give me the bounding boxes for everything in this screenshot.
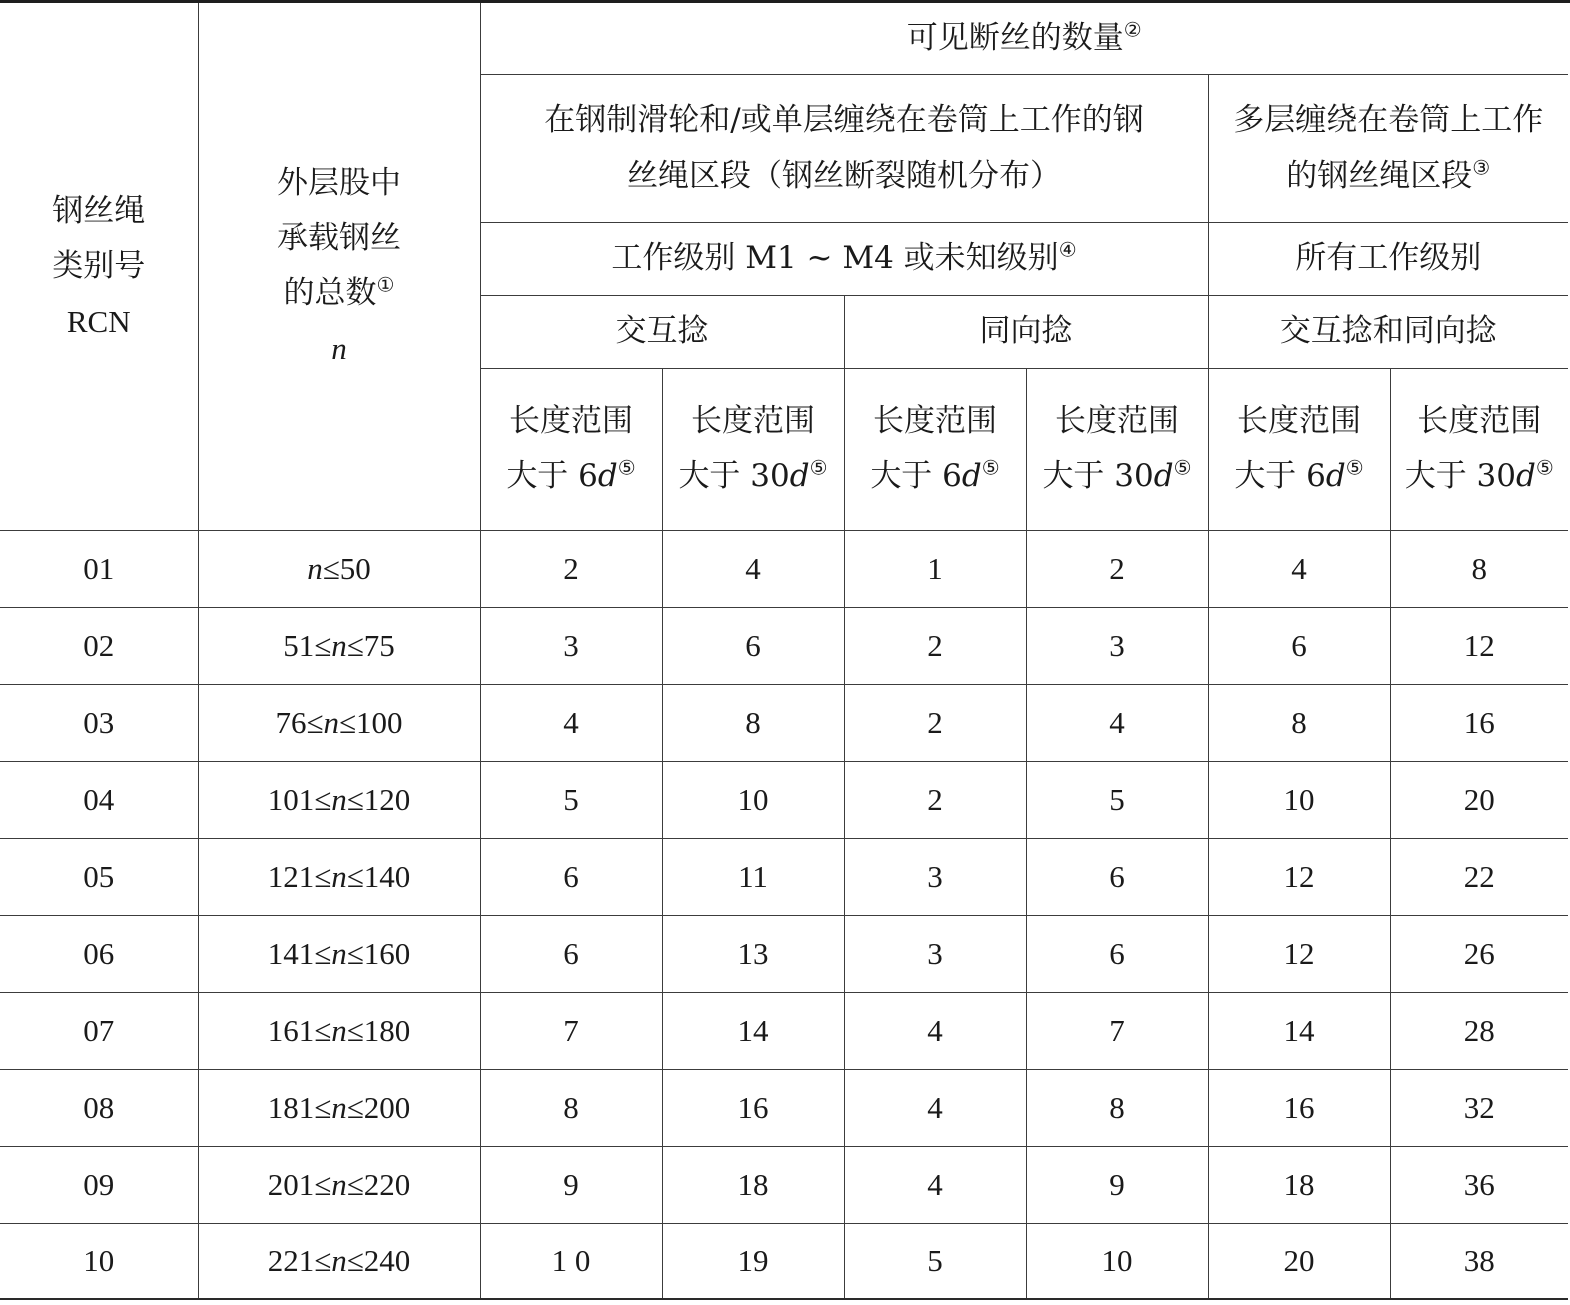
break-count-cell: 18 [1208,1146,1390,1223]
break-count-cell: 8 [1390,530,1568,607]
table-row [0,1069,1568,1146]
n-range-pre: 76≤ [275,704,324,740]
break-count-cell: 2 [844,684,1026,761]
n-range-cell [198,1069,480,1146]
len-prefix: 大于 30 [1404,458,1517,494]
len-d: d [789,458,810,494]
table-row [0,530,1568,607]
len-d: d [961,458,982,494]
len-label: 长度范围 [509,403,633,439]
break-count-cell: 7 [480,992,662,1069]
len-d: d [597,458,618,494]
visible-breaks-note: ② [1123,17,1142,42]
n-range-pre: 161≤ [267,1012,332,1048]
break-count-cell: 3 [844,838,1026,915]
len-30d-value [1391,449,1569,504]
len-prefix: 大于 6 [506,458,598,494]
break-count-cell: 36 [1390,1146,1568,1223]
table-row [0,1223,1568,1299]
n-range-cell [198,992,480,1069]
n-range-pre: 121≤ [267,858,332,894]
len-label: 长度范围 [873,403,997,439]
break-count-cell: 2 [844,761,1026,838]
class-b-header: 所有工作级别 [1208,222,1568,295]
table-row [0,838,1568,915]
class-a-note: ④ [1058,237,1077,262]
break-count-cell: 8 [1026,1069,1208,1146]
rcn-header [0,3,198,530]
len-note: ⑤ [1345,455,1364,480]
rcn-header-line-3: RCN [66,303,131,339]
len-label: 长度范围 [691,403,815,439]
break-count-cell: 16 [662,1069,844,1146]
rcn-cell: 08 [0,1069,198,1146]
break-count-cell: 10 [662,761,844,838]
break-count-cell: 6 [1026,838,1208,915]
n-header [198,3,480,530]
group-b-header [1208,74,1568,222]
break-count-cell: 1 [844,530,1026,607]
visible-breaks-header [480,3,1568,74]
break-count-cell: 7 [1026,992,1208,1069]
rcn-cell: 10 [0,1223,198,1299]
break-count-cell: 38 [1390,1223,1568,1299]
break-count-cell: 14 [662,992,844,1069]
n-range-sym: n [331,1166,347,1202]
n-range-sym: n [331,858,347,894]
n-range-sym: n [331,781,347,817]
group-b-note: ③ [1472,155,1491,180]
break-count-cell: 4 [1026,684,1208,761]
n-range-post: ≤200 [346,1089,411,1125]
group-a-header [480,74,1208,222]
len-label: 长度范围 [1417,403,1542,439]
n-range-post: ≤160 [346,935,411,971]
len-6d-value [481,449,662,504]
break-count-cell: 14 [1208,992,1390,1069]
break-count-cell: 4 [662,530,844,607]
class-a-text: 工作级别 M1 ~ M4 或未知级别 [611,239,1059,276]
rcn-header-line-1: 钢丝绳 [52,192,146,229]
rcn-header-line-2: 类别号 [52,247,146,284]
len-header-30d [662,368,844,530]
len-header-30d [1026,368,1208,530]
break-count-cell: 6 [1026,915,1208,992]
rcn-cell: 03 [0,684,198,761]
n-range-post: ≤140 [346,858,411,894]
len-prefix: 大于 30 [1042,458,1154,494]
rcn-cell: 01 [0,530,198,607]
break-count-cell: 2 [844,607,1026,684]
wire-break-table [0,3,1568,1300]
lay-cross-header: 交互捻 [480,295,844,368]
rcn-cell: 06 [0,915,198,992]
n-range-sym: n [331,627,347,663]
break-count-cell: 5 [1026,761,1208,838]
break-count-cell: 28 [1390,992,1568,1069]
len-note: ⑤ [1173,455,1192,480]
len-d: d [1325,458,1346,494]
len-header-6d [844,368,1026,530]
len-30d-value [1027,449,1208,504]
break-count-cell: 1 0 [480,1223,662,1299]
break-count-cell: 13 [662,915,844,992]
break-count-cell: 4 [1208,530,1390,607]
break-count-cell: 32 [1390,1069,1568,1146]
table-row [0,1146,1568,1223]
break-count-cell: 20 [1390,761,1568,838]
break-count-cell: 12 [1208,838,1390,915]
break-count-cell: 9 [1026,1146,1208,1223]
rcn-cell: 02 [0,607,198,684]
table-row [0,992,1568,1069]
n-range-pre: 221≤ [267,1243,332,1279]
len-note: ⑤ [617,455,636,480]
visible-breaks-text: 可见断丝的数量 [906,19,1124,56]
n-range-cell [198,684,480,761]
break-count-cell: 8 [480,1069,662,1146]
break-count-cell: 20 [1208,1223,1390,1299]
len-label: 长度范围 [1055,403,1179,439]
break-count-cell: 22 [1390,838,1568,915]
break-count-cell: 4 [844,992,1026,1069]
n-range-cell [198,1223,480,1299]
n-range-cell [198,838,480,915]
len-d: d [1516,458,1536,494]
len-6d-value [845,449,1026,504]
break-count-cell: 4 [480,684,662,761]
rcn-cell: 07 [0,992,198,1069]
n-range-sym: n [331,1089,347,1125]
break-count-cell: 12 [1208,915,1390,992]
break-count-cell: 3 [1026,607,1208,684]
table-row [0,761,1568,838]
len-prefix: 大于 30 [678,458,790,494]
rcn-cell: 04 [0,761,198,838]
len-prefix: 大于 6 [870,458,962,494]
len-note: ⑤ [809,455,828,480]
break-count-cell: 12 [1390,607,1568,684]
n-range-post: ≤180 [346,1012,411,1048]
break-count-cell: 2 [1026,530,1208,607]
n-header-line-1: 外层股中 [277,165,401,202]
break-count-cell: 19 [662,1223,844,1299]
break-count-cell: 3 [480,607,662,684]
len-prefix: 大于 6 [1234,458,1326,494]
group-a-line-2: 丝绳区段（钢丝断裂随机分布） [627,158,1061,194]
len-30d-value [663,449,844,504]
n-range-cell [198,530,480,607]
rcn-cell: 09 [0,1146,198,1223]
len-header-6d [1208,368,1390,530]
break-count-cell: 2 [480,530,662,607]
len-note: ⑤ [981,455,1000,480]
table-row [0,607,1568,684]
n-range-sym: n [307,550,323,586]
n-range-pre: 101≤ [267,781,332,817]
n-range-post: ≤220 [346,1166,411,1202]
group-b-line-1: 多层缠绕在卷筒上工作 [1233,102,1544,138]
len-d: d [1153,458,1174,494]
n-range-sym: n [331,1012,347,1048]
n-range-cell [198,761,480,838]
break-count-cell: 3 [844,915,1026,992]
break-count-cell: 8 [662,684,844,761]
break-count-cell: 6 [662,607,844,684]
n-range-sym: n [331,1243,347,1279]
break-count-cell: 6 [1208,607,1390,684]
n-header-line-3-text: 的总数 [283,275,377,312]
n-range-cell [198,607,480,684]
n-range-sym: n [323,704,339,740]
break-count-cell: 9 [480,1146,662,1223]
break-count-cell: 6 [480,838,662,915]
group-b-line-2-text: 的钢丝绳区段 [1286,158,1473,194]
n-header-line-3 [199,266,480,321]
class-a-header [480,222,1208,295]
group-a-line-1: 在钢制滑轮和/或单层缠绕在卷筒上工作的钢 [544,102,1144,138]
n-range-cell [198,1146,480,1223]
break-count-cell: 4 [844,1146,1026,1223]
break-count-cell: 18 [662,1146,844,1223]
break-count-cell: 6 [480,915,662,992]
n-header-note: ① [376,272,395,297]
break-count-cell: 16 [1390,684,1568,761]
len-note: ⑤ [1535,455,1554,480]
break-count-cell: 4 [844,1069,1026,1146]
break-count-cell: 5 [844,1223,1026,1299]
break-count-cell: 11 [662,838,844,915]
break-count-cell: 8 [1208,684,1390,761]
break-count-cell: 26 [1390,915,1568,992]
lay-both-header: 交互捻和同向捻 [1208,295,1568,368]
n-range-post: ≤50 [322,550,371,586]
break-count-cell: 5 [480,761,662,838]
n-range-post: ≤100 [339,704,403,740]
table-row [0,684,1568,761]
break-count-cell: 10 [1026,1223,1208,1299]
group-b-line-2 [1209,148,1569,204]
n-range-pre: 181≤ [267,1089,332,1125]
n-range-post: ≤240 [346,1243,411,1279]
len-6d-value [1209,449,1390,504]
break-count-cell: 16 [1208,1069,1390,1146]
n-range-sym: n [331,935,347,971]
rcn-cell: 05 [0,838,198,915]
break-count-cell: 10 [1208,761,1390,838]
n-range-pre: 51≤ [283,627,332,663]
n-range-post: ≤75 [346,627,395,663]
n-range-post: ≤120 [346,781,411,817]
len-header-6d [480,368,662,530]
n-range-pre: 201≤ [267,1166,332,1202]
n-range-pre: 141≤ [267,935,332,971]
table-row [0,915,1568,992]
lay-lang-header: 同向捻 [844,295,1208,368]
n-header-symbol: n [331,331,347,367]
len-label: 长度范围 [1237,403,1361,439]
n-header-line-2: 承载钢丝 [277,220,401,257]
len-header-30d [1390,368,1568,530]
n-range-cell [198,915,480,992]
